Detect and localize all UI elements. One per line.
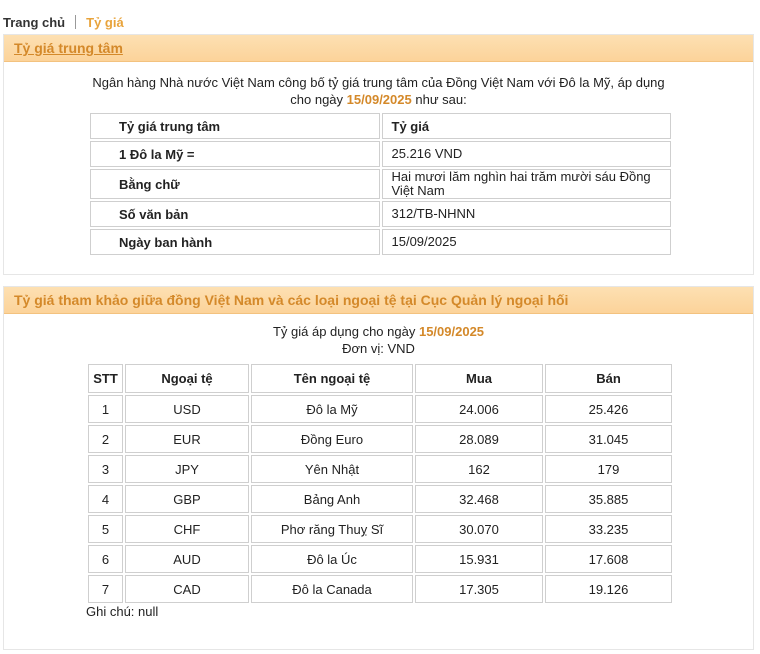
reference-rate-title: Tỷ giá tham khảo giữa đồng Việt Nam và các loại ngoại tệ tại Cục Quản lý ngoại hối (14, 292, 569, 308)
table-row (88, 485, 672, 513)
cell-currency-name: Đồng Euro (251, 425, 413, 453)
reference-rate-table (86, 362, 674, 605)
breadcrumb-current: Tỷ giá (86, 14, 124, 30)
unit-line: Đơn vị: VND (342, 341, 415, 356)
cell-sell: 35.885 (545, 485, 672, 513)
cell-stt: 3 (88, 455, 123, 483)
table-row (90, 113, 671, 139)
col-header-currency: Ngoại tệ (125, 364, 249, 393)
central-rate-header (4, 35, 753, 62)
cell-buy: 17.305 (415, 575, 543, 603)
reference-rate-panel (3, 286, 754, 650)
applied-line (4, 323, 753, 340)
cell-currency: USD (125, 395, 249, 423)
table-row (90, 229, 671, 255)
col-header-sell: Bán (545, 364, 672, 393)
cell-currency-name: Bảng Anh (251, 485, 413, 513)
cell-stt: 4 (88, 485, 123, 513)
cell-currency-name: Phơ răng Thuỵ Sĩ (251, 515, 413, 543)
cell-sell: 179 (545, 455, 672, 483)
applied-date: 15/09/2025 (418, 324, 485, 339)
cell-currency-name: Đô la Canada (251, 575, 413, 603)
cell-buy: 162 (415, 455, 543, 483)
intro-line-2 (4, 91, 753, 108)
central-col-header-2: Tỷ giá (382, 113, 672, 139)
cell-currency: CHF (125, 515, 249, 543)
table-row (90, 201, 671, 227)
cell-currency-name: Đô la Úc (251, 545, 413, 573)
cell-buy: 28.089 (415, 425, 543, 453)
breadcrumb-home-link[interactable]: Trang chủ (3, 14, 66, 30)
cell-stt: 6 (88, 545, 123, 573)
table-row (88, 515, 672, 543)
table-row (90, 141, 671, 167)
cell-stt: 5 (88, 515, 123, 543)
central-rate-title-link[interactable]: Tỷ giá trung tâm (14, 40, 123, 56)
cell-buy: 24.006 (415, 395, 543, 423)
row-value: 312/TB-NHNN (382, 201, 672, 227)
row-label: 1 Đô la Mỹ = (90, 141, 380, 167)
central-rate-panel (3, 34, 754, 275)
row-value: 25.216 VND (382, 141, 672, 167)
cell-currency: GBP (125, 485, 249, 513)
row-value: 15/09/2025 (382, 229, 672, 255)
cell-sell: 25.426 (545, 395, 672, 423)
col-header-stt: STT (88, 364, 123, 393)
cell-currency: JPY (125, 455, 249, 483)
cell-buy: 30.070 (415, 515, 543, 543)
cell-sell: 19.126 (545, 575, 672, 603)
table-row (88, 425, 672, 453)
table-row (88, 455, 672, 483)
row-label: Ngày ban hành (90, 229, 380, 255)
intro-prefix: cho ngày (290, 92, 344, 107)
cell-currency-name: Đô la Mỹ (251, 395, 413, 423)
cell-sell: 31.045 (545, 425, 672, 453)
table-row (88, 575, 672, 603)
central-rate-table (88, 111, 673, 257)
cell-currency: CAD (125, 575, 249, 603)
reference-rate-header (4, 287, 753, 314)
table-row (88, 545, 672, 573)
intro-suffix: như sau: (415, 92, 467, 107)
cell-buy: 32.468 (415, 485, 543, 513)
reference-rate-intro (4, 323, 753, 357)
cell-sell: 17.608 (545, 545, 672, 573)
cell-sell: 33.235 (545, 515, 672, 543)
note-text: Ghi chú: null (86, 604, 159, 619)
col-header-buy: Mua (415, 364, 543, 393)
cell-stt: 1 (88, 395, 123, 423)
table-header-row (88, 364, 672, 393)
col-header-currency-name: Tên ngoại tệ (251, 364, 413, 393)
table-row (90, 169, 671, 199)
cell-stt: 7 (88, 575, 123, 603)
cell-currency: EUR (125, 425, 249, 453)
row-label: Bằng chữ (90, 169, 380, 199)
cell-currency-name: Yên Nhật (251, 455, 413, 483)
central-col-header-1: Tỷ giá trung tâm (90, 113, 380, 139)
row-label: Số văn bản (90, 201, 380, 227)
table-row (88, 395, 672, 423)
intro-date: 15/09/2025 (346, 92, 412, 107)
breadcrumb-separator (75, 15, 76, 29)
central-rate-intro (4, 74, 753, 108)
intro-line-1: Ngân hàng Nhà nước Việt Nam công bố tỷ giá trung tâm của Đồng Việt Nam với Đô la Mỹ, áp dụng (92, 75, 665, 90)
cell-stt: 2 (88, 425, 123, 453)
cell-buy: 15.931 (415, 545, 543, 573)
row-value: Hai mươi lăm nghìn hai trăm mười sáu Đồng Việt Nam (382, 169, 672, 199)
breadcrumb (3, 13, 124, 31)
applied-prefix: Tỷ giá áp dụng cho ngày (272, 324, 416, 339)
cell-currency: AUD (125, 545, 249, 573)
